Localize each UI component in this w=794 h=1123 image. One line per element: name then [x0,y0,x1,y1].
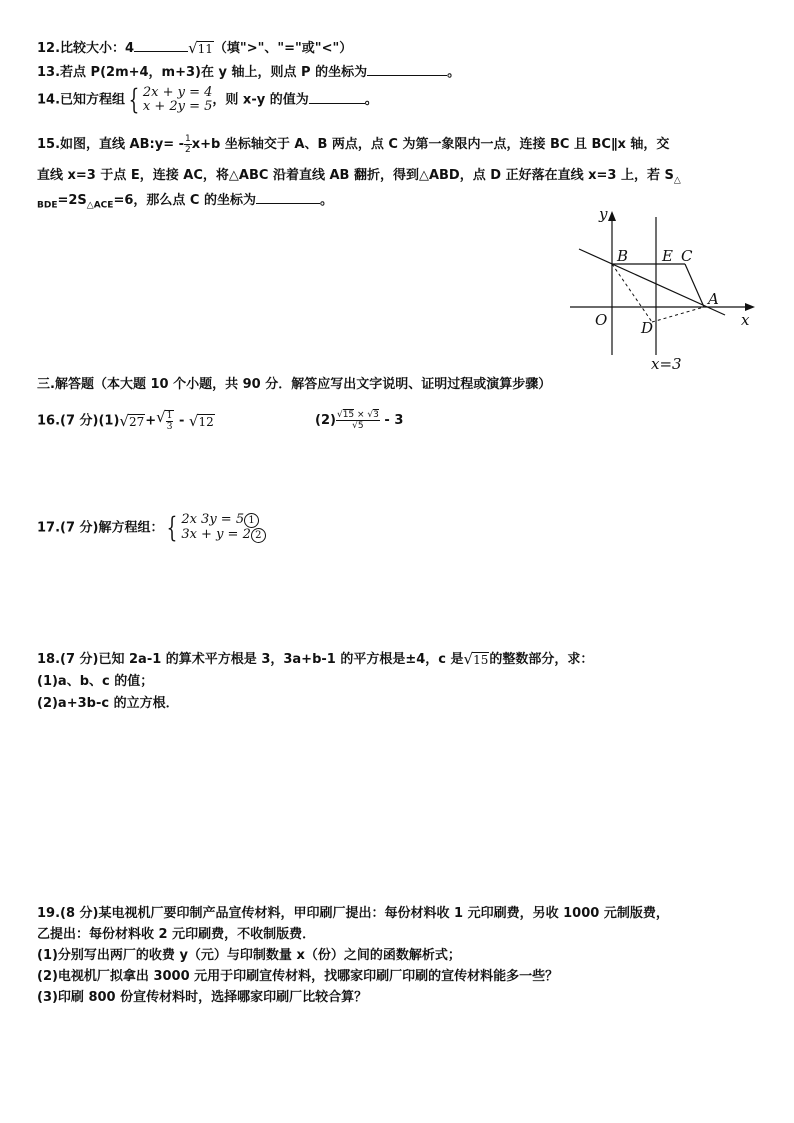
q14-suffix: ，则 x-y 的值为 [212,92,309,108]
q18-part-2: (2)a+3b-c 的立方根． [37,696,179,711]
q13-end: 。 [447,65,461,80]
section-title: 三.解答题（本大题 10 个小题，共 90 分．解答应写出文字说明、证明过程或演算步骤） [37,377,552,392]
label-y: y [599,205,608,223]
question-18 [37,652,593,668]
q18-text: 18.(7 分)已知 2a-1 的算术平方根是 3，3a+b-1 的平方根是±4，c 是 [37,652,464,667]
label-c: C [681,247,693,265]
equation-system: { 2x 3y = 5 1 3x + y = 2 2 [163,513,265,543]
equation-2: 3x + y = 2 2 [181,528,266,543]
sqrt-27: √ 27 [119,411,145,430]
y-axis-arrow [608,211,616,221]
q12-prefix: 12.比较大小：4 [37,41,135,56]
section-3-title [37,377,551,393]
minus-sign: - [174,413,189,429]
x-axis-arrow [745,303,755,311]
question-13 [37,62,460,81]
circled-number-1: 1 [244,513,259,528]
q17-label: 17.(7 分)解方程组： [37,520,164,536]
q15-subscript: △ [673,175,681,186]
question-15-line-2 [37,168,681,189]
answer-blank[interactable] [134,38,188,52]
q13-text: 13.若点 P(2m+4，m+3)在 y 轴上，则点 P 的坐标为 [37,65,368,80]
plus-sign: + [145,413,157,429]
q18-text-end: 的整数部分，求： [489,652,594,667]
q15-subscript-ace: △ACE [86,200,114,211]
question-17 [37,513,266,543]
label-x-equals-3: x=3 [651,355,682,373]
q15-text-5: =6，那么点 C 的坐标为 [113,193,256,208]
question-19-line-1: 19.(8 分)某电视机厂要印制产品宣传材料，甲印刷厂提出：每份材料收 1 元印刷费，另收 1000 元制版费， [37,906,669,921]
equation-2: x + 2y = 5 [142,99,213,114]
segment-ca [685,264,704,307]
label-e: E [662,247,673,265]
q15-text-1: 15.如图，直线 AB:y= - [37,137,185,152]
q12-suffix: （填">"、"="或"<"） [213,41,353,56]
circled-number-2: 2 [251,528,266,543]
q19-part-3: (3)印刷 800 份宣传材料时，选择哪家印刷厂比较合算？ [37,990,368,1005]
question-15-line-3 [37,190,333,214]
sqrt-expression: √ 11 [188,39,213,57]
label-a: A [708,290,719,308]
fraction: $\frac{1}{2}$ [185,134,191,155]
q16-tail: - 3 [379,413,404,428]
question-14 [37,83,378,116]
question-16-part-2 [315,410,403,431]
equation-system: { 2x + y = 4 x + 2y = 5 [128,83,213,116]
label-x: x [741,311,750,329]
q14-prefix: 14.已知方程组 [37,92,126,108]
question-12 [37,38,352,57]
q15-text-3: 直线 x=3 于点 E，连接 AC，将△ABC 沿着直线 AB 翻折，得到△ABD，点 D 正好落在直线 x=3 上，若 S [37,168,674,183]
equation-1: 2x + y = 4 [142,85,213,100]
label-d: D [641,319,654,337]
answer-blank[interactable] [309,90,365,104]
q15-end: 。 [319,193,333,208]
question-15-line-1 [37,134,669,155]
q15-text-2: x+b 坐标轴交于 A、B 两点，点 C 为第一象限内一点，连接 BC 且 BC∥x 轴，交 [191,137,670,152]
q15-subscript-bde: BDE [37,200,58,211]
label-b: B [617,247,629,265]
sqrt-15: √ 15 [463,650,489,668]
question-19-line-2: 乙提出：每份材料收 2 元印刷费，不收制版费． [37,927,316,942]
segment-da [652,307,704,322]
answer-blank[interactable] [367,62,447,76]
equation-1: 2x 3y = 5 1 [181,513,266,528]
fraction-sqrt: $\frac{√15 \times √3}{√5}$ [336,410,379,431]
q19-part-2: (2)电视机厂拟拿出 3000 元用于印刷宣传材料，找哪家印刷厂印刷的宣传材料能多一些？ [37,969,559,984]
q16-part2-label: (2) [315,413,336,428]
sqrt-12: √ 12 [188,411,214,430]
q15-text-4: =2S [57,193,87,208]
geometry-figure [565,205,760,373]
q19-part-1: (1)分别写出两厂的收费 y（元）与印制数量 x（份）之间的函数解析式； [37,948,461,963]
question-16 [37,410,215,432]
q18-part-1: (1)a、b、c 的值； [37,674,154,689]
label-o: O [595,311,608,329]
q16-label: 16.(7 分)(1) [37,413,120,429]
q14-end: 。 [364,92,378,108]
answer-blank[interactable] [256,190,320,204]
sqrt-fraction: √ $\frac{1}{3}$ [156,408,173,432]
